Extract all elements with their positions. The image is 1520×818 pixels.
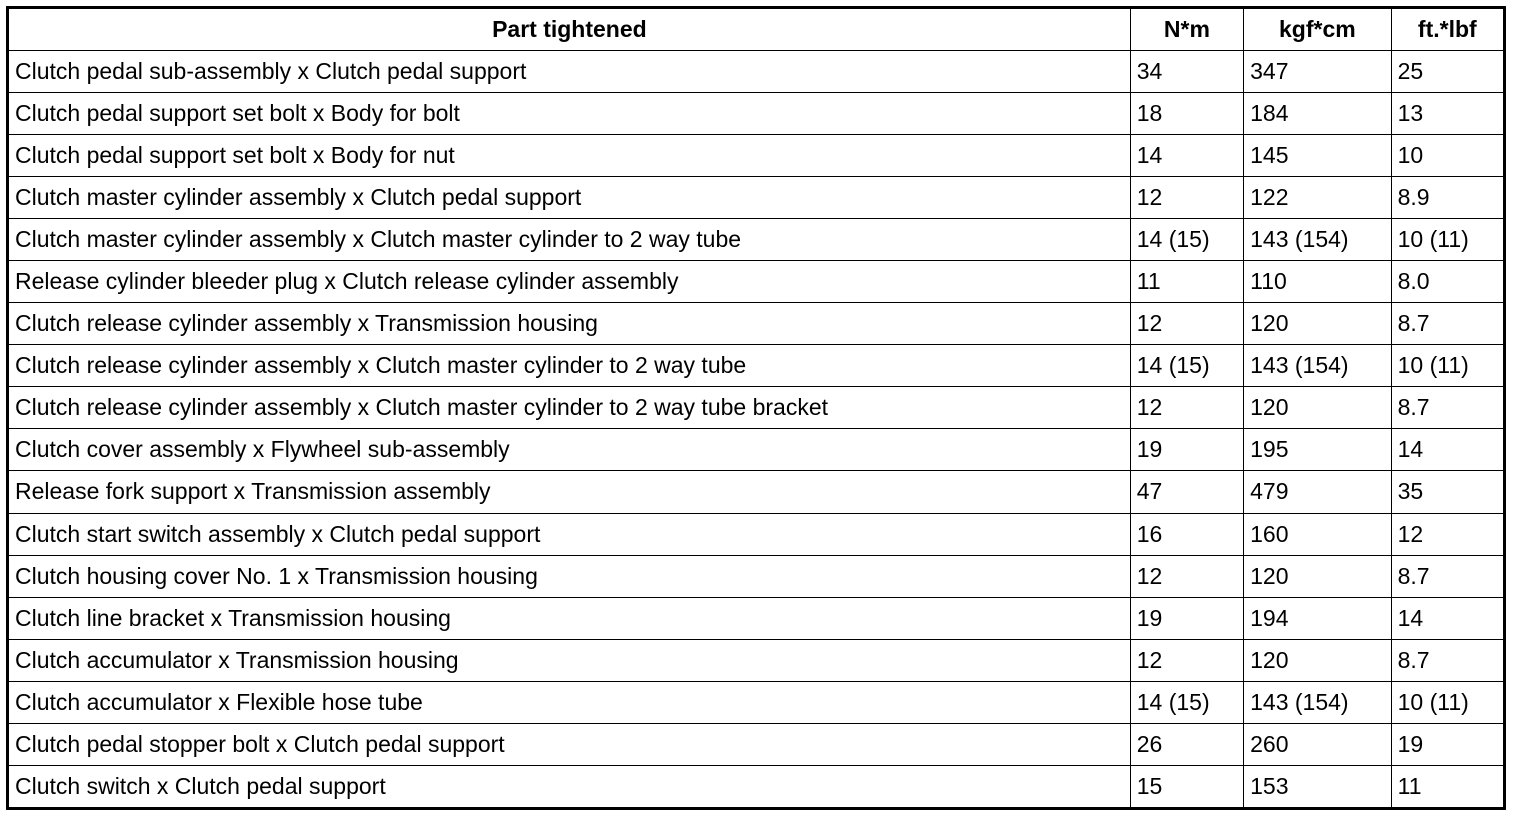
table-row (8, 303, 1505, 345)
part-cell: Clutch start switch assembly x Clutch pedal support (8, 513, 1131, 555)
table-row (8, 723, 1505, 765)
ft-lbf-cell: 10 (1391, 135, 1504, 177)
nm-cell: 12 (1130, 177, 1243, 219)
part-cell: Clutch pedal support set bolt x Body for nut (8, 135, 1131, 177)
table-row (8, 51, 1505, 93)
table-row (8, 639, 1505, 681)
ft-lbf-cell: 8.7 (1391, 387, 1504, 429)
table-row (8, 261, 1505, 303)
ft-lbf-cell: 8.0 (1391, 261, 1504, 303)
nm-cell: 18 (1130, 93, 1243, 135)
nm-cell: 14 (15) (1130, 681, 1243, 723)
part-cell: Release fork support x Transmission assembly (8, 471, 1131, 513)
table-row (8, 597, 1505, 639)
part-cell: Clutch accumulator x Flexible hose tube (8, 681, 1131, 723)
ft-lbf-cell: 10 (11) (1391, 345, 1504, 387)
kgf-cm-cell: 143 (154) (1244, 219, 1391, 261)
ft-lbf-cell: 8.9 (1391, 177, 1504, 219)
kgf-cm-cell: 479 (1244, 471, 1391, 513)
part-cell: Clutch pedal support set bolt x Body for bolt (8, 93, 1131, 135)
part-cell: Clutch switch x Clutch pedal support (8, 765, 1131, 808)
nm-cell: 34 (1130, 51, 1243, 93)
kgf-cm-cell: 160 (1244, 513, 1391, 555)
table-row (8, 555, 1505, 597)
ft-lbf-cell: 10 (11) (1391, 219, 1504, 261)
ft-lbf-cell: 11 (1391, 765, 1504, 808)
ft-lbf-cell: 19 (1391, 723, 1504, 765)
part-cell: Clutch pedal sub-assembly x Clutch pedal support (8, 51, 1131, 93)
table-row (8, 93, 1505, 135)
kgf-cm-cell: 347 (1244, 51, 1391, 93)
kgf-cm-cell: 120 (1244, 387, 1391, 429)
nm-cell: 15 (1130, 765, 1243, 808)
kgf-cm-cell: 145 (1244, 135, 1391, 177)
part-cell: Clutch housing cover No. 1 x Transmission housing (8, 555, 1131, 597)
nm-cell: 16 (1130, 513, 1243, 555)
kgf-cm-cell: 184 (1244, 93, 1391, 135)
table-row (8, 387, 1505, 429)
part-cell: Clutch master cylinder assembly x Clutch pedal support (8, 177, 1131, 219)
part-cell: Clutch release cylinder assembly x Clutch master cylinder to 2 way tube bracket (8, 387, 1131, 429)
kgf-cm-cell: 122 (1244, 177, 1391, 219)
nm-cell: 14 (15) (1130, 345, 1243, 387)
part-cell: Clutch line bracket x Transmission housing (8, 597, 1131, 639)
nm-cell: 19 (1130, 429, 1243, 471)
part-cell: Clutch pedal stopper bolt x Clutch pedal support (8, 723, 1131, 765)
table-row (8, 345, 1505, 387)
nm-cell: 12 (1130, 387, 1243, 429)
kgf-cm-cell: 153 (1244, 765, 1391, 808)
kgf-cm-cell: 194 (1244, 597, 1391, 639)
kgf-cm-cell: 120 (1244, 303, 1391, 345)
kgf-cm-cell: 120 (1244, 639, 1391, 681)
part-cell: Clutch release cylinder assembly x Clutch master cylinder to 2 way tube (8, 345, 1131, 387)
ft-lbf-cell: 35 (1391, 471, 1504, 513)
kgf-cm-cell: 260 (1244, 723, 1391, 765)
part-cell: Release cylinder bleeder plug x Clutch release cylinder assembly (8, 261, 1131, 303)
ft-lbf-cell: 13 (1391, 93, 1504, 135)
part-cell: Clutch accumulator x Transmission housing (8, 639, 1131, 681)
nm-cell: 19 (1130, 597, 1243, 639)
ft-lbf-cell: 8.7 (1391, 639, 1504, 681)
kgf-cm-cell: 143 (154) (1244, 345, 1391, 387)
part-cell: Clutch master cylinder assembly x Clutch master cylinder to 2 way tube (8, 219, 1131, 261)
kgf-cm-cell: 110 (1244, 261, 1391, 303)
header-kgf-cm: kgf*cm (1244, 8, 1391, 51)
table-header-row (8, 8, 1505, 51)
ft-lbf-cell: 10 (11) (1391, 681, 1504, 723)
kgf-cm-cell: 195 (1244, 429, 1391, 471)
kgf-cm-cell: 120 (1244, 555, 1391, 597)
nm-cell: 26 (1130, 723, 1243, 765)
header-ft-lbf: ft.*lbf (1391, 8, 1504, 51)
table-row (8, 513, 1505, 555)
table-row (8, 177, 1505, 219)
ft-lbf-cell: 14 (1391, 429, 1504, 471)
nm-cell: 12 (1130, 303, 1243, 345)
table-row (8, 681, 1505, 723)
nm-cell: 12 (1130, 555, 1243, 597)
ft-lbf-cell: 8.7 (1391, 555, 1504, 597)
part-cell: Clutch release cylinder assembly x Transmission housing (8, 303, 1131, 345)
table-row (8, 471, 1505, 513)
table-row (8, 429, 1505, 471)
nm-cell: 14 (15) (1130, 219, 1243, 261)
ft-lbf-cell: 8.7 (1391, 303, 1504, 345)
torque-spec-table (6, 6, 1506, 810)
ft-lbf-cell: 12 (1391, 513, 1504, 555)
table-row (8, 135, 1505, 177)
header-nm: N*m (1130, 8, 1243, 51)
nm-cell: 11 (1130, 261, 1243, 303)
ft-lbf-cell: 14 (1391, 597, 1504, 639)
nm-cell: 12 (1130, 639, 1243, 681)
table-row (8, 765, 1505, 808)
kgf-cm-cell: 143 (154) (1244, 681, 1391, 723)
nm-cell: 47 (1130, 471, 1243, 513)
nm-cell: 14 (1130, 135, 1243, 177)
table-row (8, 219, 1505, 261)
header-part-tightened: Part tightened (8, 8, 1131, 51)
ft-lbf-cell: 25 (1391, 51, 1504, 93)
part-cell: Clutch cover assembly x Flywheel sub-assembly (8, 429, 1131, 471)
